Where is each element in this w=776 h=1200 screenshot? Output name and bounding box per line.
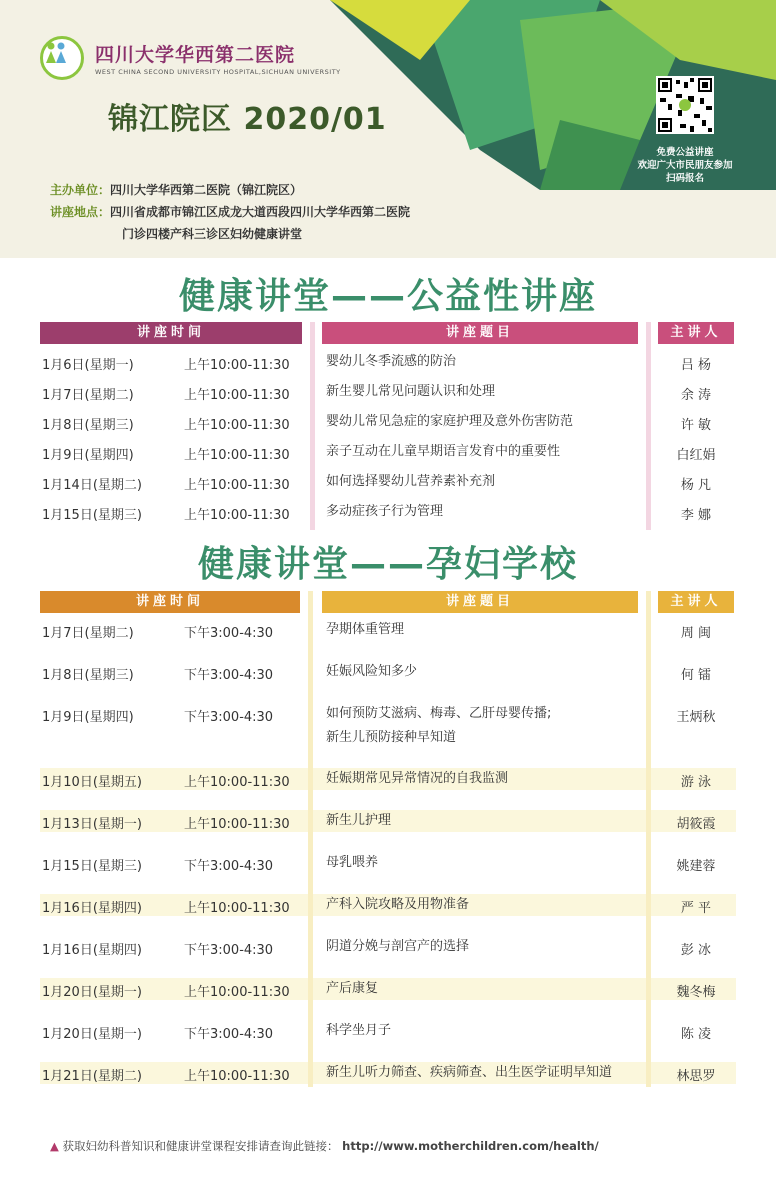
s1-date: 1月7日(星期二) [42,388,134,403]
qr-caption-line: 扫码报名 [665,173,704,184]
s1-time: 上午10:00-11:30 [184,478,290,493]
s1-speaker: 李 娜 [680,508,712,523]
s2-speaker: 周 闽 [680,626,712,641]
s2-date: 1月16日(星期四) [42,943,142,958]
s2-time: 下午3:00-4:30 [184,626,274,641]
s1-time: 上午10:00-11:30 [184,448,290,463]
s1-speaker: 白红娟 [676,448,716,463]
footer-text: 获取妇幼科普知识和健康讲堂课程安排请查询此链接： [62,1139,339,1153]
header-banner [0,0,776,258]
s2-topic: 科学坐月子 [326,1023,392,1038]
s1-time: 上午10:00-11:30 [184,418,290,433]
s2-topic: 新生儿护理 [326,813,392,828]
s1-speaker: 余 涛 [680,388,712,403]
qr-caption [602,146,768,185]
s2-date: 1月20日(星期一) [42,1027,142,1042]
hospital-logo [40,36,84,80]
campus-title: 锦江院区 2020/01 [108,102,387,137]
s2-speaker: 严 平 [680,901,712,916]
s2-topic: 妊娠风险知多少 [326,664,418,679]
hospital-name: 四川大学华西第二医院 [95,44,296,66]
qr-code[interactable] [656,76,714,134]
s1-date: 1月15日(星期三) [42,508,142,523]
s2-topic: 新生儿听力筛查、疾病筛查、出生医学证明早知道 [326,1065,613,1080]
s2-time: 上午10:00-11:30 [184,901,290,916]
hospital-english-name: WEST CHINA SECOND UNIVERSITY HOSPITAL,SICHUAN UNIVERSITY [95,68,341,76]
s1-topic: 婴幼儿常见急症的家庭护理及意外伤害防范 [326,414,574,429]
s2-speaker: 何 镭 [680,668,712,683]
s1-time: 上午10:00-11:30 [184,508,290,523]
s2-time: 上午10:00-11:30 [184,775,290,790]
section1-header-speaker: 主讲人 [658,322,734,344]
location-line-2: 门诊四楼产科三诊区妇幼健康讲堂 [122,227,303,241]
row-highlight [40,978,736,1000]
s2-date: 1月8日(星期三) [42,668,134,683]
s2-speaker: 游 泳 [680,775,712,790]
s2-date: 1月21日(星期二) [42,1069,142,1084]
s2-speaker: 陈 凌 [680,1027,712,1042]
location-line [50,203,410,220]
section1-divider-left [310,322,315,530]
location-value-1: 四川省成都市锦江区成龙大道西段四川大学华西第二医院 [110,205,411,219]
s2-date: 1月9日(星期四) [42,710,134,725]
section1-header-time: 讲座时间 [40,322,302,344]
section2-header-topic: 讲座题目 [322,591,638,613]
s2-date: 1月13日(星期一) [42,817,142,832]
footer-link[interactable]: http://www.motherchildren.com/health/ [342,1139,599,1153]
s2-topic: 孕期体重管理 [326,622,405,637]
s2-time: 下午3:00-4:30 [184,710,274,725]
s2-topic: 如何预防艾滋病、梅毒、乙肝母婴传播; [326,706,552,721]
s1-date: 1月8日(星期三) [42,418,134,433]
organizer-label: 主办单位： [50,183,111,197]
section2-title: 健康讲堂——孕妇学校 [197,544,578,585]
s2-speaker: 彭 冰 [680,943,712,958]
section1-divider-right [646,322,651,530]
s1-date: 1月6日(星期一) [42,358,134,373]
organizer-line [50,181,302,198]
s1-topic: 多动症孩子行为管理 [326,504,444,519]
s2-topic: 阴道分娩与剖宫产的选择 [326,939,470,954]
s2-time: 上午10:00-11:30 [184,985,290,1000]
s2-date: 1月16日(星期四) [42,901,142,916]
s2-date: 1月10日(星期五) [42,775,142,790]
s1-topic: 婴幼儿冬季流感的防治 [326,354,457,369]
section2-divider-right [646,591,651,1087]
s2-date: 1月15日(星期三) [42,859,142,874]
s2-topic: 产科入院攻略及用物准备 [326,897,470,912]
s2-date: 1月7日(星期二) [42,626,134,641]
qr-caption-line: 欢迎广大市民朋友参加 [637,160,733,171]
s2-date: 1月20日(星期一) [42,985,142,1000]
s2-topic: 妊娠期常见异常情况的自我监测 [326,771,509,786]
section1-header-topic: 讲座题目 [322,322,638,344]
s2-time: 上午10:00-11:30 [184,817,290,832]
s2-topic: 产后康复 [326,981,379,996]
s2-speaker: 王炳秋 [676,710,716,725]
s2-time: 下午3:00-4:30 [184,859,274,874]
s2-time: 下午3:00-4:30 [184,1027,274,1042]
section2-header-speaker: 主讲人 [658,591,734,613]
location-label: 讲座地点： [50,205,111,219]
s1-time: 上午10:00-11:30 [184,358,290,373]
section2-divider-left [308,591,313,1087]
s1-speaker: 吕 杨 [680,358,712,373]
s1-date: 1月14日(星期二) [42,478,142,493]
s1-topic: 如何选择婴幼儿营养素补充剂 [326,474,496,489]
s2-time: 上午10:00-11:30 [184,1069,290,1084]
s1-speaker: 许 敏 [680,418,712,433]
s2-time: 下午3:00-4:30 [184,943,274,958]
footer-note [50,1138,599,1154]
section1-title: 健康讲堂——公益性讲座 [178,276,597,317]
triangle-icon: ▲ [50,1139,59,1153]
s2-speaker: 林思罗 [676,1069,716,1084]
section2-header-time: 讲座时间 [40,591,300,613]
qr-caption-line: 免费公益讲座 [656,147,714,158]
s2-time: 下午3:00-4:30 [184,668,274,683]
s1-time: 上午10:00-11:30 [184,388,290,403]
s2-topic: 母乳喂养 [326,855,379,870]
s2-topic-line2: 新生儿预防接种早知道 [326,730,457,745]
organizer-value: 四川大学华西第二医院（锦江院区） [110,183,303,197]
s1-topic: 新生婴儿常见问题认识和处理 [326,384,496,399]
s2-speaker: 胡筱霞 [676,817,716,832]
s1-topic: 亲子互动在儿童早期语言发育中的重要性 [326,444,561,459]
s1-date: 1月9日(星期四) [42,448,134,463]
s1-speaker: 杨 凡 [680,478,712,493]
s2-speaker: 姚建蓉 [676,859,716,874]
s2-speaker: 魏冬梅 [676,985,716,1000]
